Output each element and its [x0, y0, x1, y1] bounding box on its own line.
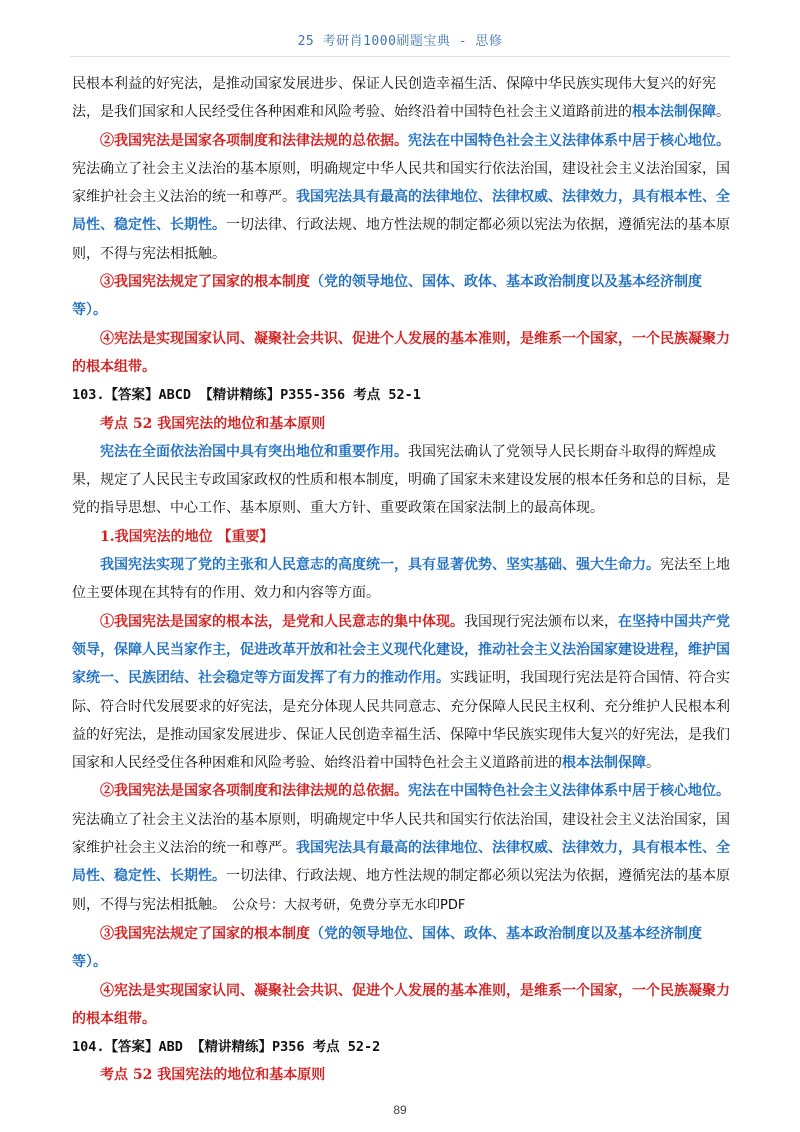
text: 我国现行宪法颁布以来，: [464, 613, 618, 630]
document-body: [72, 70, 730, 1090]
point-heading: ①我国宪法是国家的根本法，是党和人民意志的集中体现。: [100, 613, 464, 630]
text: 一切法律、行政法规、地方性法规的制定都必须以宪法为依据，遵循宪法的基本原则，不得与宪法相抵触。: [72, 868, 730, 913]
kaodian-title: 考点 52 我国宪法的地位和基本原则: [100, 415, 326, 432]
text: 。: [716, 104, 730, 121]
answer-103-heading: 103.【答案】ABCD 【精讲精练】P355-356 考点 52-1: [72, 387, 421, 404]
highlight-text: 我国宪法实现了党的主张和人民意志的高度统一，具有显著优势、坚实基础、强大生命力。: [100, 557, 660, 574]
paragraph-intro: [72, 438, 730, 523]
paragraph-point-4: ④宪法是实现国家认同、凝聚社会共识、促进个人发展的基本准则，是维系一个国家，一个民族凝聚力的根本组带。: [72, 982, 730, 1027]
highlight-text: 根本法制保障: [562, 755, 646, 772]
paragraph-status: [72, 551, 730, 608]
kaodian-title: 考点 52 我国宪法的地位和基本原则: [100, 1067, 326, 1084]
text: 。: [646, 755, 660, 772]
point-heading: ③我国宪法规定了国家的根本制度: [100, 274, 310, 291]
paragraph-point-2: [72, 127, 730, 268]
text: 我国宪法确认了党领导人民长期奋斗取得的辉煌成果，规定了人民民主专政国家政权的性质和根本制度，明确了国家未来建设发展的根本任务和总的目标，是党的指导思想、中心工作、基本原则、重大方针、重要政策在国家法制上的最高体现。: [72, 443, 730, 517]
text: 宪法至上地位主要体现在其特有的作用、效力和内容等方面。: [72, 557, 730, 602]
highlight-text: 宪法在中国特色社会主义法律体系中居于核心地位。: [408, 783, 730, 800]
watermark-text: 公众号：大叔考研，免费分享无水印PDF: [232, 897, 466, 913]
highlight-text: 我国宪法具有最高的法律地位、法律权威、法律效力，具有根本性、全局性、稳定性、长期性。: [72, 189, 730, 234]
text: 宪法确立了社会主义法治的基本原则，明确规定中华人民共和国实行依法治国，建设社会主义法治国家，国家维护社会主义法治的统一和尊严。: [72, 811, 730, 857]
point-heading: ②我国宪法是国家各项制度和法律法规的总依据。: [100, 783, 408, 800]
highlight-text: 我国宪法具有最高的法律地位、法律权威、法律效力，具有根本性、全局性、稳定性、长期性。: [72, 840, 730, 885]
paragraph-point-4: ④宪法是实现国家认同、凝聚社会共识、促进个人发展的基本准则，是维系一个国家，一个民族凝聚力的根本组带。: [72, 330, 730, 375]
highlight-text: 宪法在中国特色社会主义法律体系中居于核心地位。: [408, 132, 730, 149]
page-number: 89: [393, 1103, 407, 1117]
highlight-text: （党的领导地位、国体、政体、基本政治制度以及基本经济制度等）。: [72, 925, 702, 971]
header-divider: [70, 56, 730, 57]
text: 实践证明，我国现行宪法是符合国情、符合实际、符合时代发展要求的好宪法，是充分体现人民共同意志、充分保障人民民主权利、充分维护人民根本利益的好宪法，是推动国家发展进步、保证人民创造幸福生活、保障中华民族实现伟大复兴的好宪法，是我们国家和人民经受住各种困难和风险考验、始终沿着中国特色社会主义道路前进的: [72, 670, 730, 772]
highlight-text: 在坚持中国共产党领导，保障人民当家作主，促进改革开放和社会主义现代化建设，推动社会主义法治国家建设进程，维护国家统一、民族团结、社会稳定等方面发挥了有力的推动作用。: [72, 613, 730, 687]
text: 民根本利益的好宪法，是推动国家发展进步、保证人民创造幸福生活、保障中华民族实现伟大复兴的好宪法，是我们国家和人民经受住各种困难和风险考验、始终沿着中国特色社会主义道路前进的: [72, 76, 716, 121]
highlight-text: 宪法在全面依法治国中具有突出地位和重要作用。: [100, 443, 408, 460]
point-heading: ③我国宪法规定了国家的根本制度: [100, 925, 310, 942]
page-header: 25 考研肖1000刷题宝典 - 思修: [297, 34, 503, 49]
paragraph-continued: [72, 70, 730, 127]
answer-104-heading: 104.【答案】ABD 【精讲精练】P356 考点 52-2: [72, 1039, 381, 1056]
paragraph-point-2: [72, 777, 730, 919]
paragraph-point-1: [72, 608, 730, 778]
text: 宪法确立了社会主义法治的基本原则，明确规定中华人民共和国实行依法治国，建设社会主义法治国家，国家维护社会主义法治的统一和尊严。: [72, 160, 730, 206]
text: 一切法律、行政法规、地方性法规的制定都必须以宪法为依据，遵循宪法的基本原则，不得与宪法相抵触。: [72, 217, 730, 262]
highlight-text: 根本法制保障: [632, 104, 716, 121]
highlight-text: （党的领导地位、国体、政体、基本政治制度以及基本经济制度等）。: [72, 274, 702, 319]
paragraph-point-3: [72, 268, 730, 325]
point-heading: ②我国宪法是国家各项制度和法律法规的总依据。: [100, 132, 408, 149]
section-subheading: 1.我国宪法的地位 【重要】: [100, 528, 274, 545]
paragraph-point-3: [72, 920, 730, 977]
